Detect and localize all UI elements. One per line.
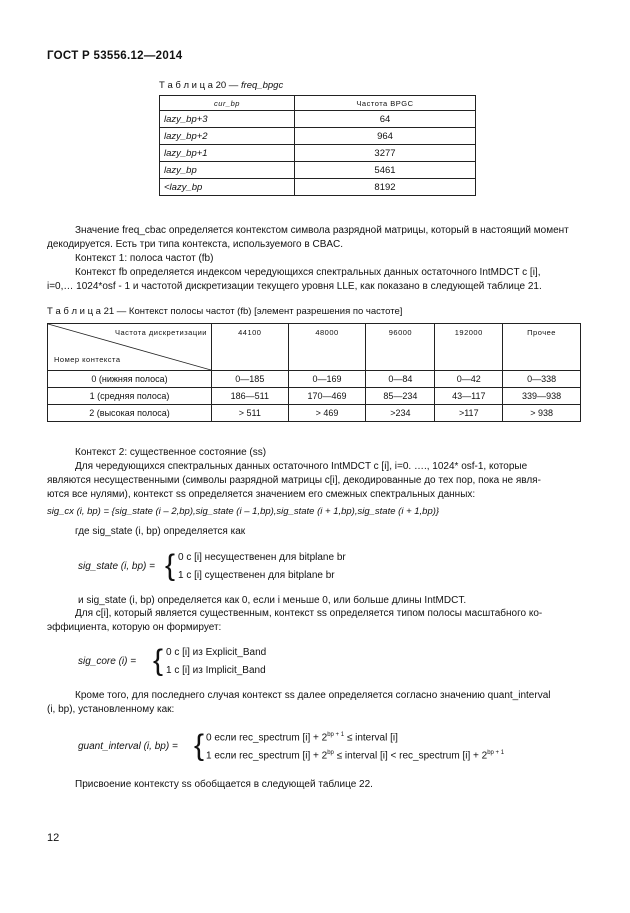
table-cell: 3277: [295, 145, 476, 162]
paragraph: где sig_state (i, bp) определяется как: [75, 526, 246, 537]
table-cell: 2 (высокая полоса): [48, 405, 212, 422]
table21-corner-cell: [48, 324, 212, 371]
table21-col-header: 192000: [435, 324, 503, 371]
equation-case: [206, 732, 398, 743]
corner-top-label: Частота дискретизации: [115, 328, 207, 337]
table-cell: 0—169: [288, 371, 366, 388]
equation-case: 1 c [i] существенен для bitplane br: [178, 570, 335, 581]
table20-caption-prefix: Т а б л и ц а 20 —: [159, 80, 241, 91]
left-brace-icon: {: [194, 729, 205, 762]
paragraph: Контекст 2: существенное состояние (ss): [75, 447, 267, 458]
paragraph: Присвоение контексту ss обобщается в следующей таблице 22.: [75, 779, 373, 790]
equation-lhs: guant_interval (i, bp) =: [78, 741, 178, 752]
equation-case: [206, 750, 504, 761]
table-cell: 64: [295, 111, 476, 128]
paragraph: и sig_state (i, bp) определяется как 0, если i меньше 0, или больше длины IntMDCT.: [78, 595, 467, 606]
table21-col-header: 96000: [366, 324, 435, 371]
table20-col-header: cur_bp: [160, 96, 295, 111]
table-cell: 339—938: [503, 388, 581, 405]
paragraph: Для чередующихся спектральных данных остаточного IntMDCT с [i], i=0. …., 1024* osf-1, которые: [75, 461, 528, 472]
table20-caption: [159, 80, 283, 91]
paragraph: эффициента, которую он формирует:: [47, 622, 222, 633]
table-cell: 85—234: [366, 388, 435, 405]
table-cell: lazy_bp+2: [160, 128, 295, 145]
paragraph: (i, bp), установленному как:: [47, 704, 175, 715]
paragraph: Контекст 1: полоса частот (fb): [75, 253, 214, 264]
paragraph: ются все нулями), контекст ss определяется значением его смежных спектральных данных:: [47, 489, 476, 500]
table-cell: > 938: [503, 405, 581, 422]
table20-caption-name: freq_bpgc: [240, 80, 284, 91]
paragraph: Кроме того, для последнего случая контекст ss далее определяется согласно значению quant_interval: [75, 690, 551, 701]
paragraph: декодируется. Есть три типа контекста, используемого в CBAC.: [47, 239, 344, 250]
table21-caption: Т а б л и ц а 21 — Контекст полосы частот (fb) [элемент разрешения по частоте]: [47, 306, 403, 317]
equation-case: 1 c [i] из Implicit_Band: [166, 665, 266, 676]
corner-bottom-label: Номер контекста: [54, 355, 121, 364]
table21-header-row: [48, 324, 581, 371]
left-brace-icon: {: [165, 549, 176, 582]
table-row: [48, 405, 581, 422]
formula-sig-cx: sig_cx (i, bp) = {sig_state (i – 2,bp),sig_state (i – 1,bp),sig_state (i + 1,bp),sig_state (i + 1,bp)}: [47, 506, 440, 517]
exponent: bp + 1: [487, 750, 505, 756]
equation-case: 0 c [i] несущественен для bitplane br: [178, 552, 346, 563]
table-row: [48, 371, 581, 388]
eq3-case1-tail: ≤ interval [i]: [344, 732, 398, 744]
table-cell: 8192: [295, 179, 476, 196]
paragraph: Для c[i], который является существенным, контекст ss определяется типом полосы масштабного ко-: [75, 608, 543, 619]
table21: [47, 323, 581, 422]
table-cell: >117: [435, 405, 503, 422]
table-cell: 0—338: [503, 371, 581, 388]
table-cell: lazy_bp+1: [160, 145, 295, 162]
eq3-case1-text: 0 если rec_spectrum [i] + 2: [206, 732, 328, 744]
exponent: bp + 1: [327, 732, 345, 738]
table-cell: lazy_bp: [160, 162, 295, 179]
left-brace-icon: {: [153, 644, 164, 677]
eq3-case2-text: 1 если rec_spectrum [i] + 2: [206, 750, 328, 762]
table-cell: 0—42: [435, 371, 503, 388]
table-cell: 186—511: [212, 388, 289, 405]
paragraph: являются несущественными (символы разрядной матрицы c[i], декодированные до тех пор, пока не явля-: [47, 475, 541, 486]
table21-col-header: 48000: [288, 324, 366, 371]
table-cell: > 469: [288, 405, 366, 422]
table20-col-header: Частота BPGC: [295, 96, 476, 111]
table-cell: >234: [366, 405, 435, 422]
table21-col-header: Прочее: [503, 324, 581, 371]
table-cell: 0 (нижняя полоса): [48, 371, 212, 388]
paragraph: Контекст fb определяется индексом чередующихся спектральных данных остаточного IntMDCT с [i],: [75, 267, 541, 278]
table-cell: 43—117: [435, 388, 503, 405]
table20-header-row: [160, 96, 476, 111]
table20: [159, 95, 476, 196]
eq3-case2-mid: ≤ interval [i] < rec_spectrum [i] + 2: [333, 750, 488, 762]
table-row: [160, 145, 476, 162]
equation-lhs: sig_core (i) =: [78, 656, 137, 667]
table-cell: 964: [295, 128, 476, 145]
equation-case: 0 c [i] из Explicit_Band: [166, 647, 267, 658]
paragraph: i=0,… 1024*osf - 1 и частотой дискретизации текущего уровня LLE, как показано в следующей таблице 21.: [47, 281, 542, 292]
table-row: [48, 388, 581, 405]
table-cell: 0—84: [366, 371, 435, 388]
table-row: [160, 179, 476, 196]
page-number: 12: [47, 832, 60, 844]
table-row: [160, 111, 476, 128]
document-header: ГОСТ Р 53556.12—2014: [47, 50, 183, 62]
table-cell: 1 (средняя полоса): [48, 388, 212, 405]
table-cell: 0—185: [212, 371, 289, 388]
table-cell: <lazy_bp: [160, 179, 295, 196]
table-cell: > 511: [212, 405, 289, 422]
table21-col-header: 44100: [212, 324, 289, 371]
paragraph: Значение freq_cbac определяется контекстом символа разрядной матрицы, который в настоящий момент: [75, 225, 569, 236]
exponent: bp: [327, 750, 334, 756]
table-cell: lazy_bp+3: [160, 111, 295, 128]
table-row: [160, 162, 476, 179]
table-row: [160, 128, 476, 145]
table-cell: 5461: [295, 162, 476, 179]
table-cell: 170—469: [288, 388, 366, 405]
equation-lhs: sig_state (i, bp) =: [78, 561, 155, 572]
